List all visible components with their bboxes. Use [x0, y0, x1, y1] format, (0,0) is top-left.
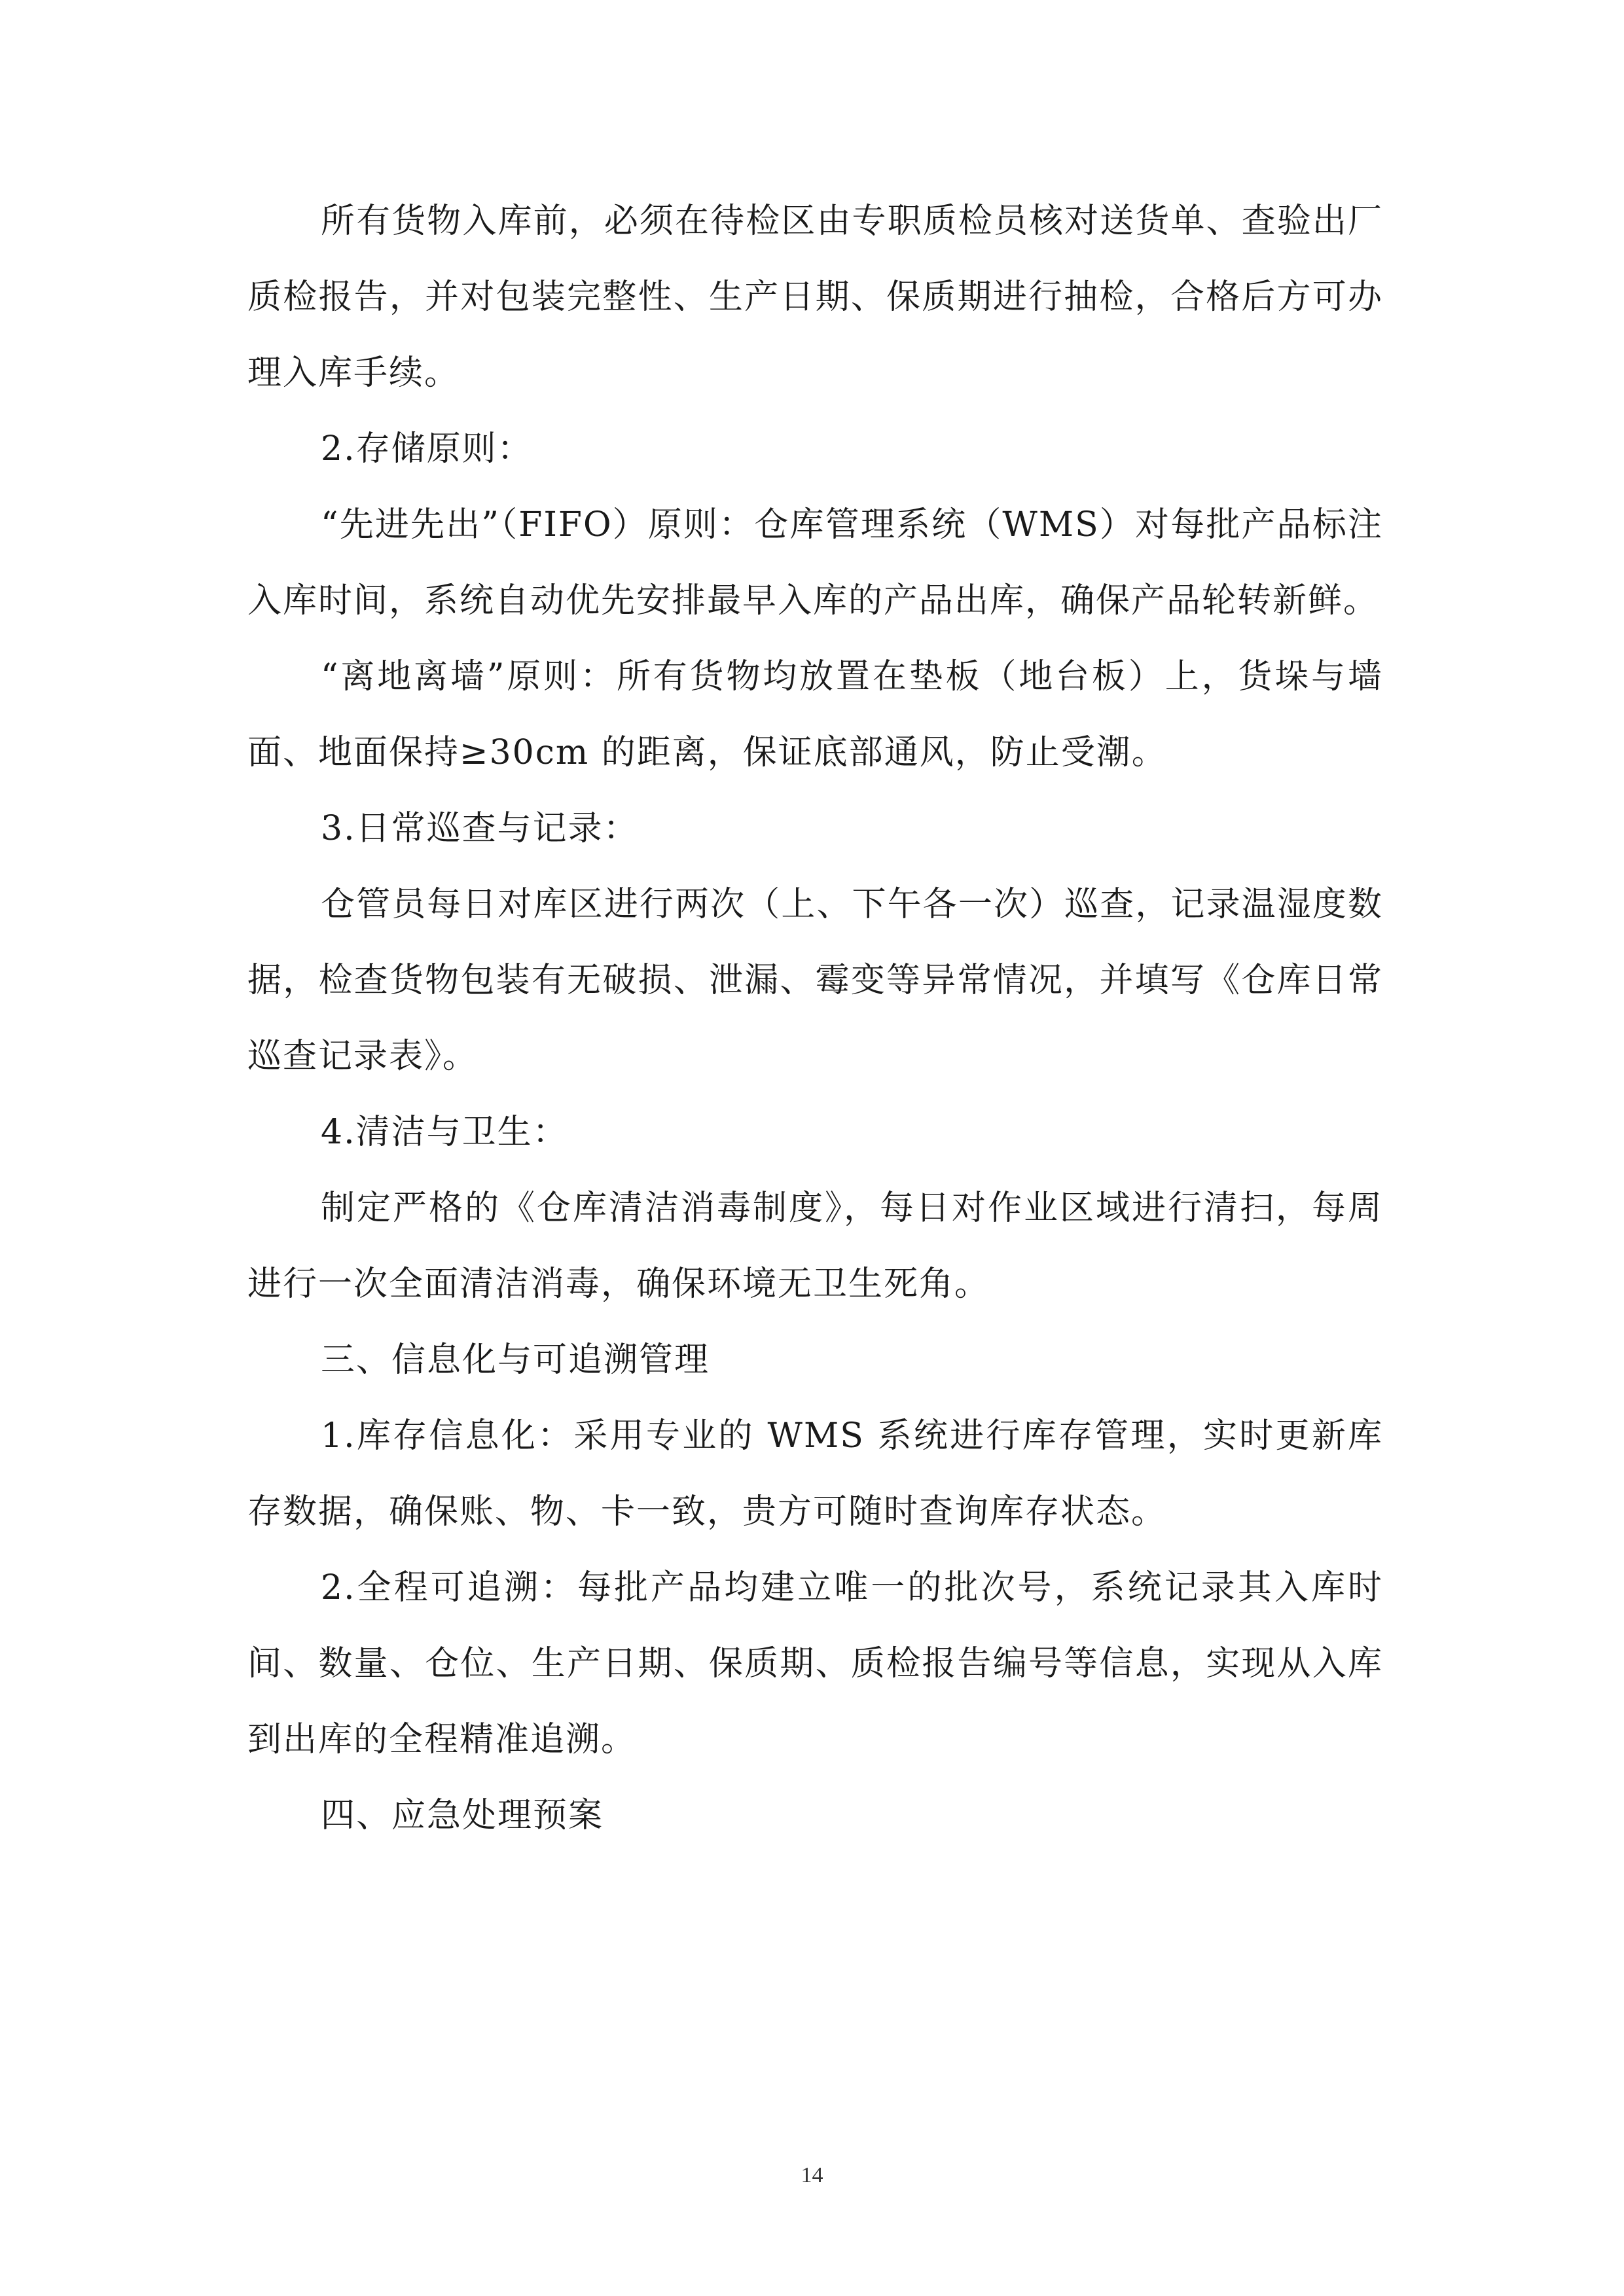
paragraph-inspection: 所有货物入库前，必须在待检区由专职质检员核对送货单、查验出厂质检报告，并对包装完整性、生产日期、保质期进行抽检，合格后方可办理入库手续。 [247, 202, 1383, 393]
heading-storage-principles: 2.存储原则： [321, 429, 533, 469]
paragraph-cleaning: 制定严格的《仓库清洁消毒制度》，每日对作业区域进行清扫，每周进行一次全面清洁消毒，确保环境无卫生死角。 [247, 1189, 1383, 1304]
paragraph-traceability: 2.全程可追溯：每批产品均建立唯一的批次号，系统记录其入库时间、数量、仓位、生产日期、保质期、质检报告编号等信息，实现从入库到出库的全程精准追溯。 [247, 1568, 1383, 1759]
section-heading-emergency: 四、应急处理预案 [321, 1796, 604, 1835]
paragraph-daily-inspection: 仓管员每日对库区进行两次（上、下午各一次）巡查，记录温湿度数据，检查货物包装有无破损、泄漏、霉变等异常情况，并填写《仓库日常巡查记录表》。 [247, 885, 1383, 1076]
heading-cleaning: 4.清洁与卫生： [321, 1113, 568, 1152]
paragraph-off-ground: “离地离墙”原则：所有货物均放置在垫板（地台板）上，货垛与墙面、地面保持≥30cm 的距离，保证底部通风，防止受潮。 [247, 657, 1383, 772]
paragraph-fifo: “先进先出”（FIFO）原则：仓库管理系统（WMS）对每批产品标注入库时间，系统自动优先安排最早入库的产品出库，确保产品轮转新鲜。 [247, 505, 1383, 620]
paragraph-inventory-it: 1.库存信息化：采用专业的 WMS 系统进行库存管理，实时更新库存数据，确保账、物、卡一致，贵方可随时查询库存状态。 [247, 1416, 1383, 1532]
page-number: 14 [801, 2163, 823, 2187]
heading-daily-inspection: 3.日常巡查与记录： [321, 809, 639, 848]
section-heading-traceability: 三、信息化与可追溯管理 [321, 1340, 710, 1380]
document-body [247, 183, 1383, 1854]
